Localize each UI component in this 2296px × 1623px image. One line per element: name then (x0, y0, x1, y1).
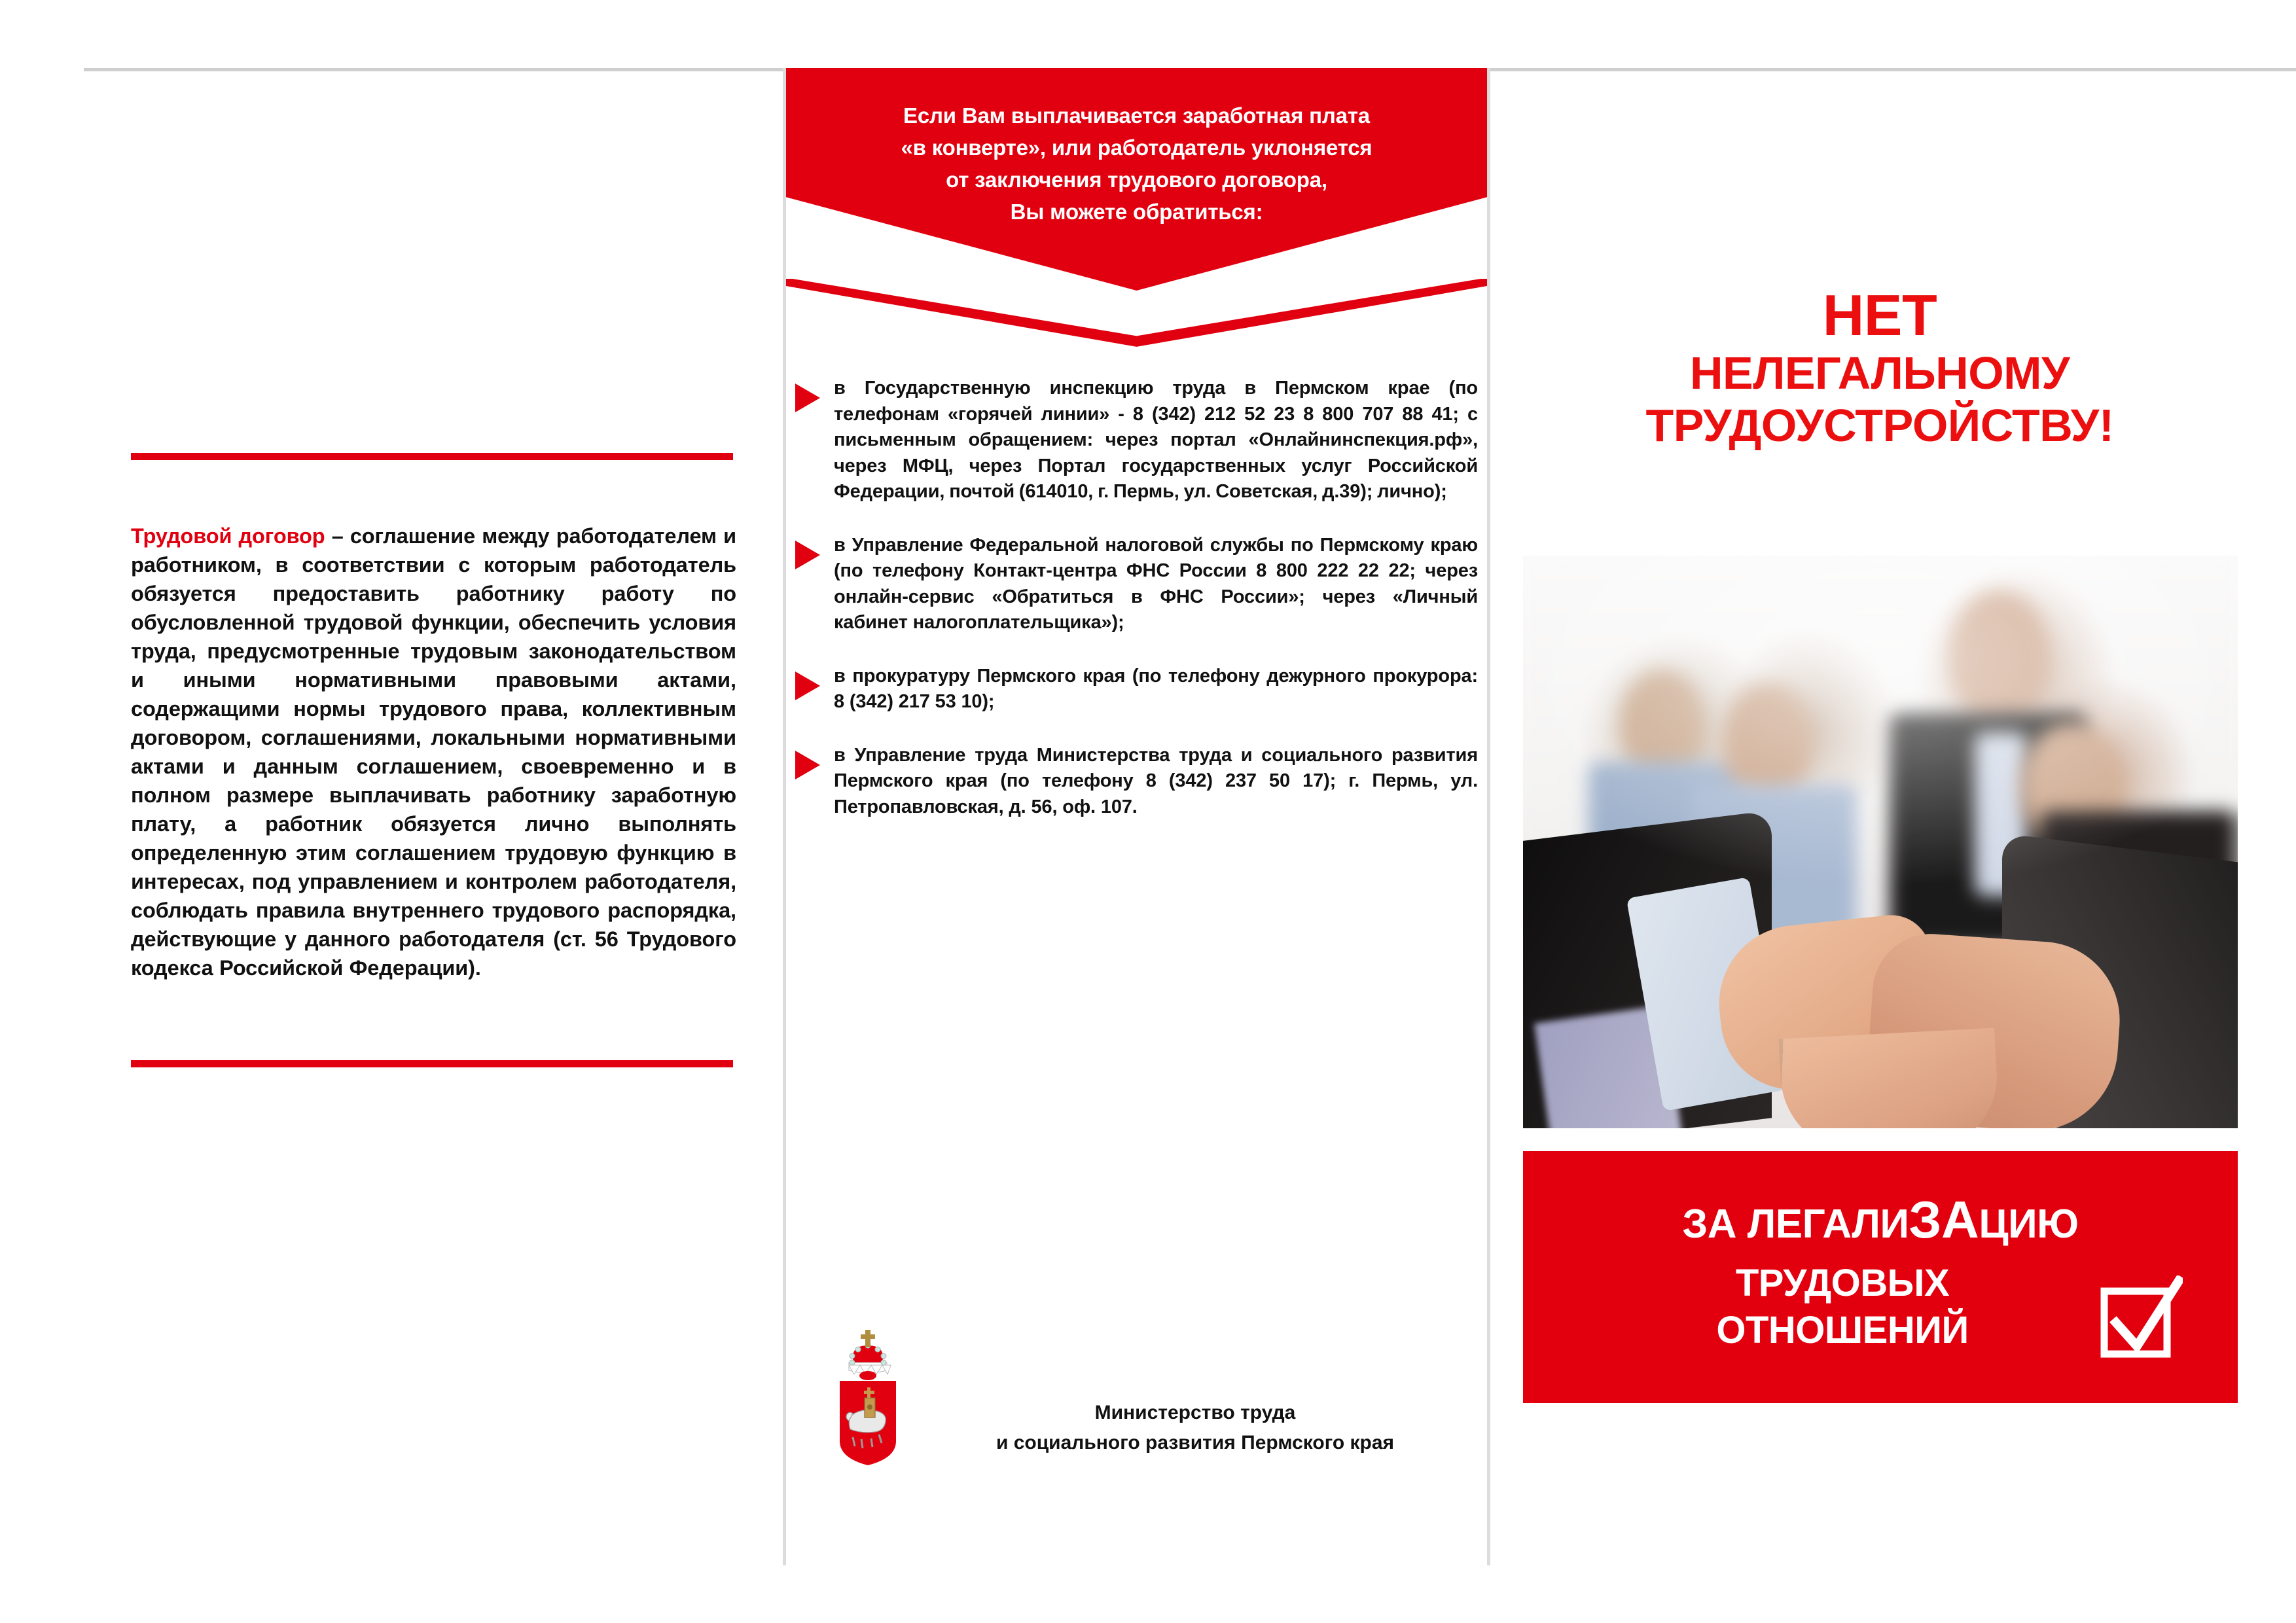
list-item (786, 664, 1487, 715)
banner-line-4: Вы можете обратиться: (1010, 200, 1263, 224)
ministry-line-1: Министерство труда (1094, 1402, 1296, 1423)
list-item (786, 533, 1487, 636)
headline-line-2: НЕЛЕГАЛЬНОМУ (1689, 348, 2070, 399)
list-item (786, 376, 1487, 505)
cta-line-3: ОТНОШЕНИЙ (1716, 1309, 1969, 1351)
ministry-footer (806, 1325, 1480, 1508)
ministry-name (910, 1398, 1480, 1458)
checked-checkbox-icon (2099, 1275, 2183, 1359)
ministry-line-2: и социального развития Пермского края (996, 1432, 1395, 1454)
list-item-text: в прокуратуру Пермского края (по телефону дежурного прокурора: 8 (342) 217 53 10); (834, 665, 1478, 712)
labor-contract-definition (131, 522, 736, 982)
list-item-text: в Управление Федеральной налоговой службы по Пермскому краю (по телефону Контакт-центра ФНС России 8 800 222 22 22; через онлайн-сервис «Обратиться в ФНС России»; через «Личный кабинет налогоплательщика»); (834, 534, 1478, 633)
cta-banner (1523, 1151, 2238, 1403)
headline-line-3: ТРУДОУСТРОЙСТВУ! (1645, 400, 2114, 451)
triangle-bullet-icon (795, 671, 820, 700)
panel-right (1490, 68, 2296, 1565)
left-rule-top (131, 453, 733, 460)
page-title (1523, 284, 2236, 452)
labor-contract-definition-text: – соглашение между работодателем и работником, в соответствии с которым работодатель обязуется предоставить работнику работу по обусловленной трудовой функции, обеспечить условия труда, предусмотренные трудовым законодательством и иными нормативными правовыми актами, содержащими нормы трудового права, коллективным договором, соглашениями, локальными нормативными актами и данным соглашением, своевременно и в полном размере выплачивать работнику заработную плату, а работник обязуется лично выполнять определенную этим соглашением трудовую функцию в интересах, под управлением и контролем работодателя, соблюдать правила внутреннего трудового распорядка, действующие у данного работодателя (ст. 56 Трудового кодекса Российской Федерации). (131, 524, 736, 980)
middle-banner-text (786, 99, 1487, 228)
cta-line-2: ТРУДОВЫХ (1735, 1262, 1950, 1304)
banner-line-3: от заключения трудового договора, (946, 168, 1327, 192)
left-rule-bottom (131, 1060, 733, 1067)
contact-authority-list (786, 376, 1487, 847)
triangle-bullet-icon (795, 751, 820, 779)
handshake-photo (1523, 556, 2238, 1128)
panel-left (84, 68, 783, 1565)
perm-krai-coat-of-arms-icon (832, 1325, 904, 1465)
panel-middle (786, 68, 1487, 1565)
headline-line-1: НЕТ (1822, 283, 1937, 348)
cta-line-1-part-a: ЗА ЛЕГАЛИ (1682, 1202, 1909, 1247)
banner-line-1: Если Вам выплачивается заработная плата (903, 103, 1370, 128)
triangle-bullet-icon (795, 541, 820, 569)
list-item-text: в Государственную инспекцию труда в Пермском крае (по телефонам «горячей линии» - 8 (342) 212 52 23 8 800 707 88 41; с письменным обращением: через портал «Онлайнинспекция.рф», через МФЦ, через Портал государственных услуг Российской Федерации, почтой (614010, г. Пермь, ул. Советская, д.39); лично); (834, 378, 1478, 502)
cta-line-1 (1523, 1190, 2238, 1249)
list-item (786, 743, 1487, 821)
cta-line-1-part-b: ЗА (1909, 1190, 1979, 1249)
photo-highlight (1523, 556, 2238, 1128)
labor-contract-term: Трудовой договор (131, 524, 325, 548)
cta-line-1-part-c: ЦИЮ (1979, 1202, 2079, 1247)
list-item-text: в Управление труда Министерства труда и социального развития Пермского края (по телефону 8 (342) 237 50 17); г. Пермь, ул. Петропавловская, д. 56, оф. 107. (834, 744, 1478, 817)
triangle-bullet-icon (795, 383, 820, 412)
banner-line-2: «в конверте», или работодатель уклоняется (901, 135, 1372, 160)
